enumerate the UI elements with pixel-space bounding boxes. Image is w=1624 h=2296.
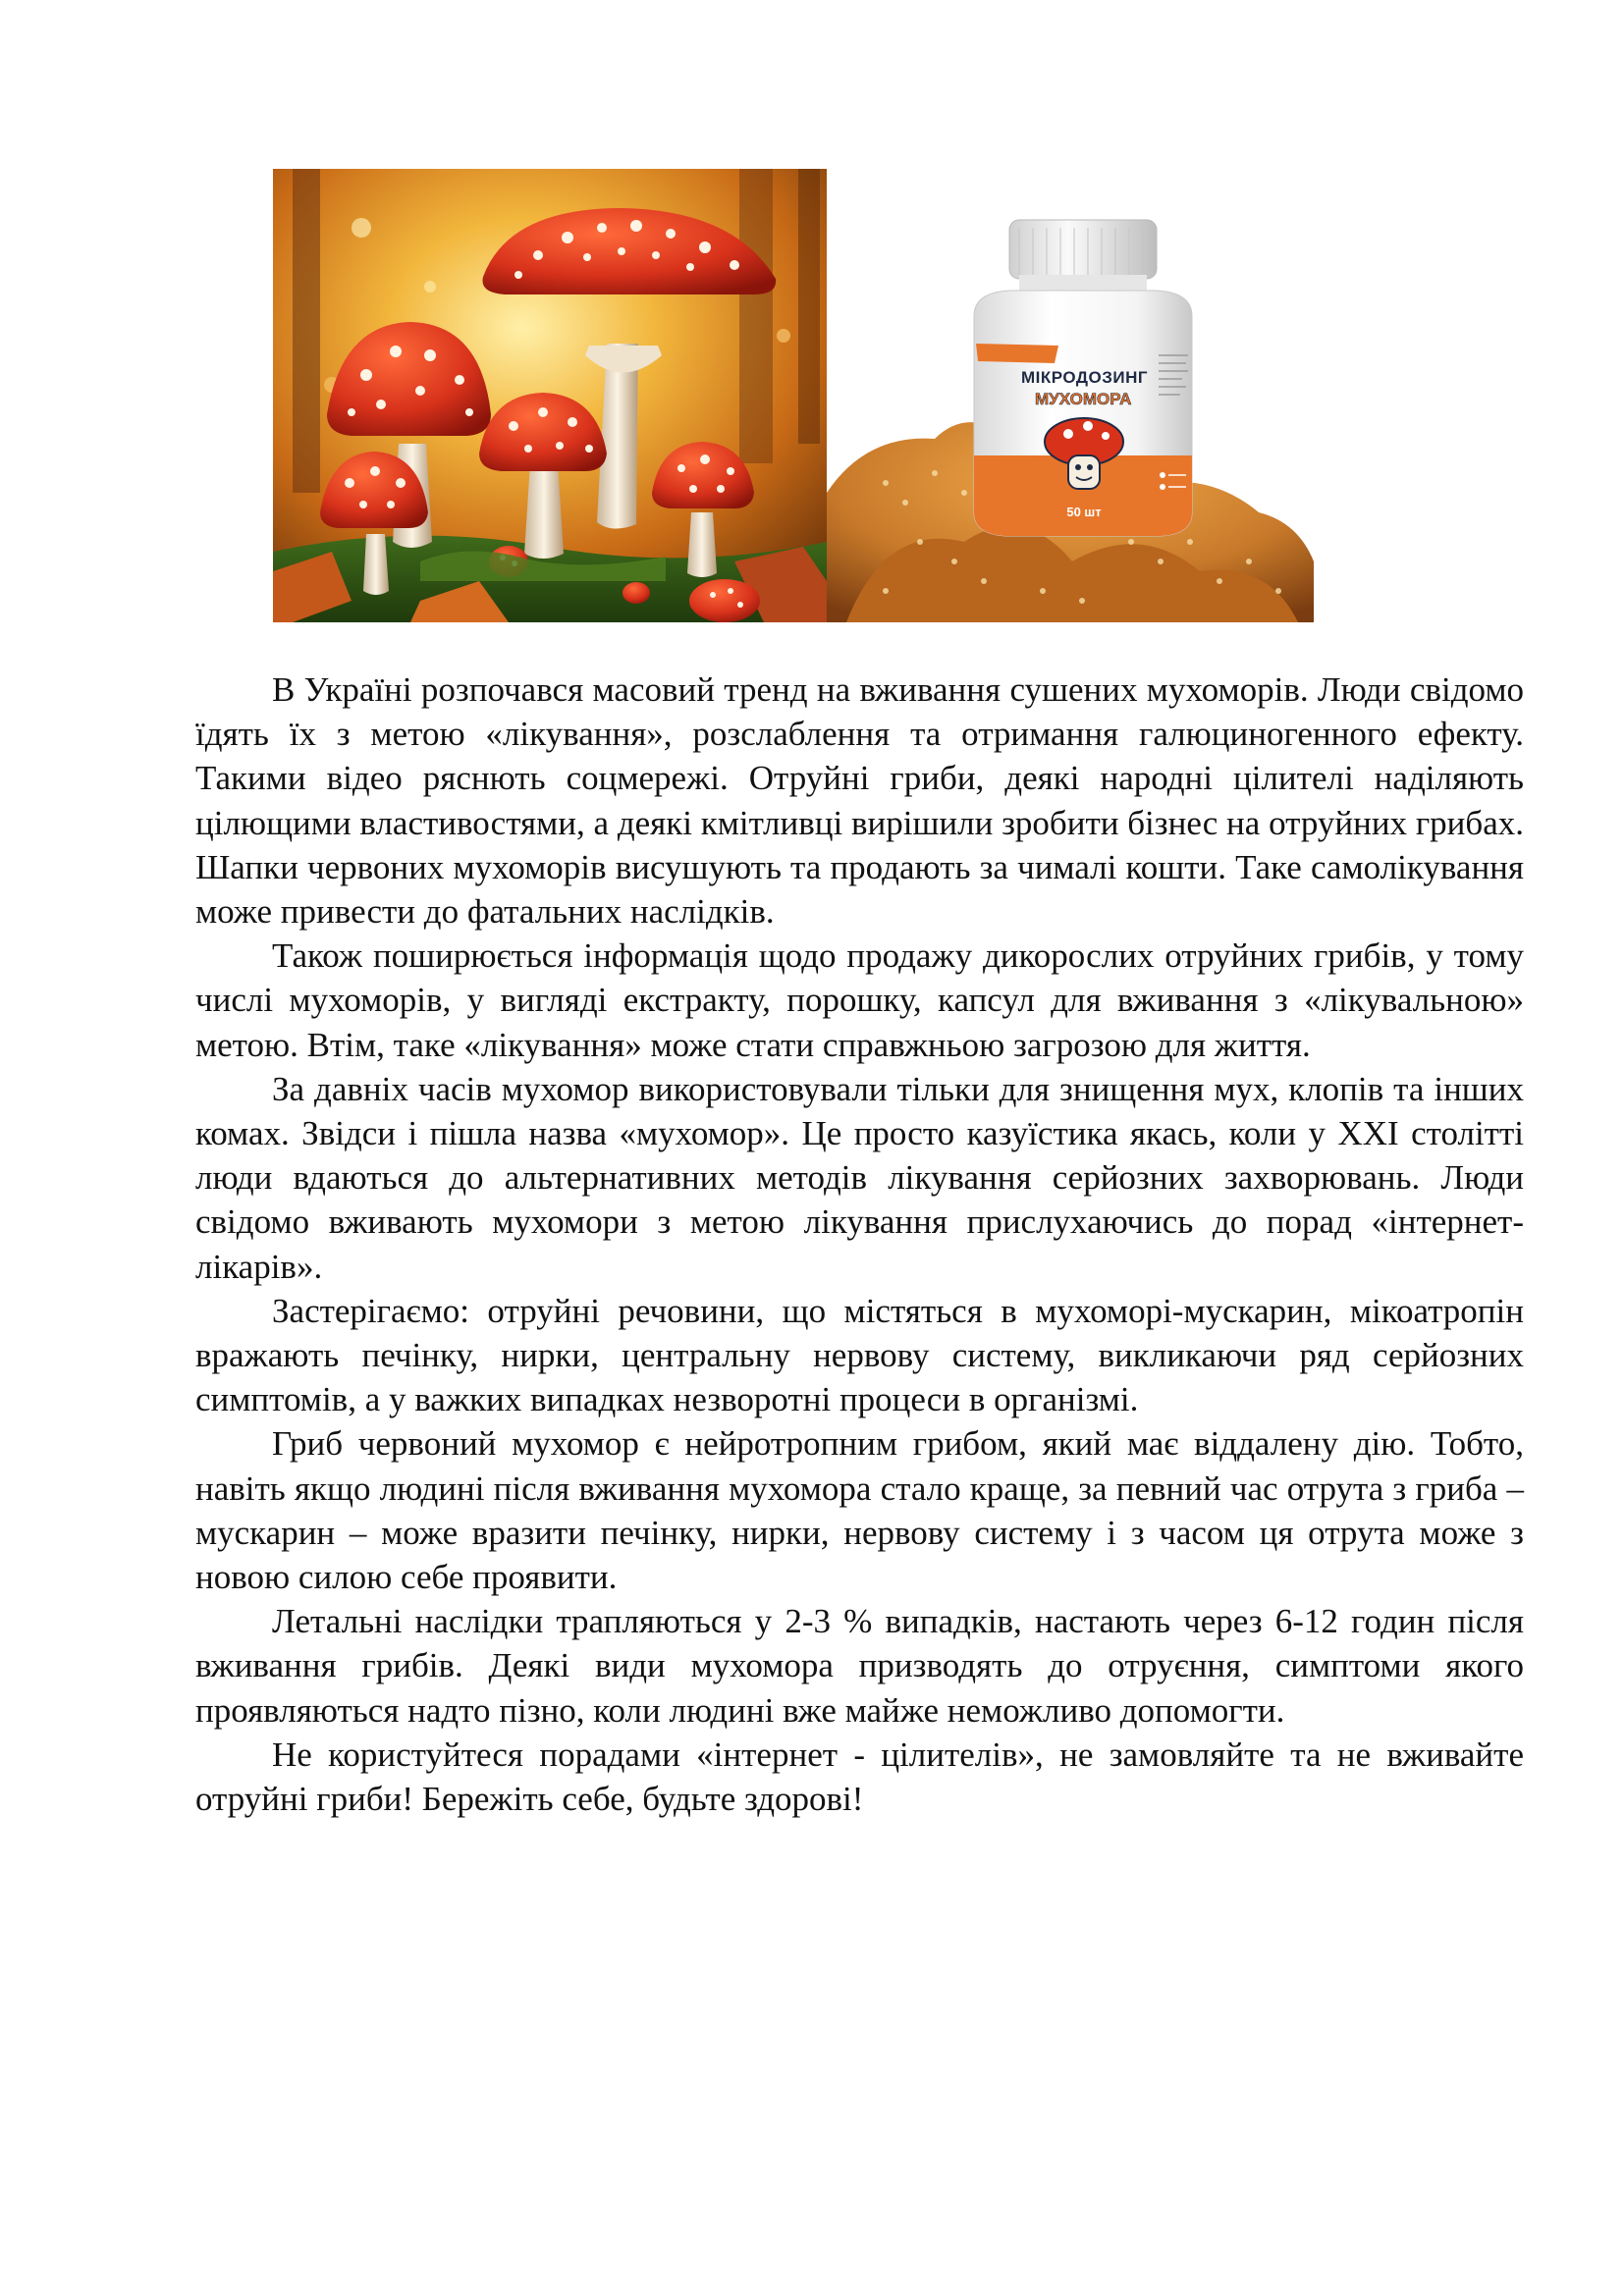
product-label-line1: МІКРОДОЗИНГ (1021, 368, 1148, 387)
product-jar-illustration (827, 169, 1314, 622)
header-figure (273, 169, 1314, 622)
paragraph-3: За давніх часів мухомор використовували тільки для знищення мух, клопів та інших комах. Звідси і пішла назва «мухомор». Це просто казуїстика якась, коли у XXI столітті люди вдаються до альтернативних методів лікування серйозних захворювань. Люди свідомо вживають мухомори з метою лікування прислухаючись до порад «інтернет-лікарів». (195, 1069, 1524, 1286)
fly-agaric-forest-image (273, 169, 827, 622)
paragraph-2: Також поширюється інформація щодо продажу дикорослих отруйних грибів, у тому числі мухоморів, у вигляді екстракту, порошку, капсул для вживання з «лікувальною» метою. Втім, таке «лікування» може стати справжньою загрозою для життя. (195, 936, 1524, 1064)
product-jar-image (827, 169, 1314, 622)
fly-agaric-illustration (273, 169, 827, 622)
article-body (195, 667, 1524, 1821)
product-label-line2: МУХОМОРА (1035, 390, 1132, 408)
paragraph-4: Застерігаємо: отруйні речовини, що містяться в мухоморі-мускарин, мікоатропін вражають печінку, нирки, центральну нервову систему, викликаючи ряд серйозних симптомів, а у важких випадках незворотні процеси в організмі. (195, 1291, 1524, 1419)
paragraph-6: Летальні наслідки трапляються у 2-3 % випадків, настають через 6-12 годин після вживання грибів. Деякі види мухомора призводять до отруєння, симптоми якого проявляються надто пізно, коли людині вже майже неможливо допомогти. (195, 1602, 1524, 1730)
paragraph-1: В Україні розпочався масовий тренд на вживання сушених мухоморів. Люди свідомо їдять їх з метою «лікування», розслаблення та отримання галюциногенного ефекту. Такими відео ряснють соцмережі. Отруйні гриби, деякі народні цілителі наділяють цілющими властивостями, а деякі кмітливці вирішили зробити бізнес на отруйних грибах. Шапки червоних мухоморів висушують та продають за чималі кошти. Таке самолікування може привести до фатальних наслідків. (195, 670, 1524, 932)
paragraph-5: Гриб червоний мухомор є нейротропним грибом, який має віддалену дію. Тобто, навіть якщо людині після вживання мухомора стало краще, за певний час отрута з гриба – мускарин – може вразити печінку, нирки, нервову систему і з часом ця отрута може з новою силою себе проявити. (195, 1424, 1524, 1597)
product-label-count: 50 шт (1066, 505, 1102, 519)
paragraph-7: Не користуйтеся порадами «інтернет - цілителів», не замовляйте та не вживайте отруйні гриби! Бережіть себе, будьте здорові! (195, 1735, 1524, 1819)
